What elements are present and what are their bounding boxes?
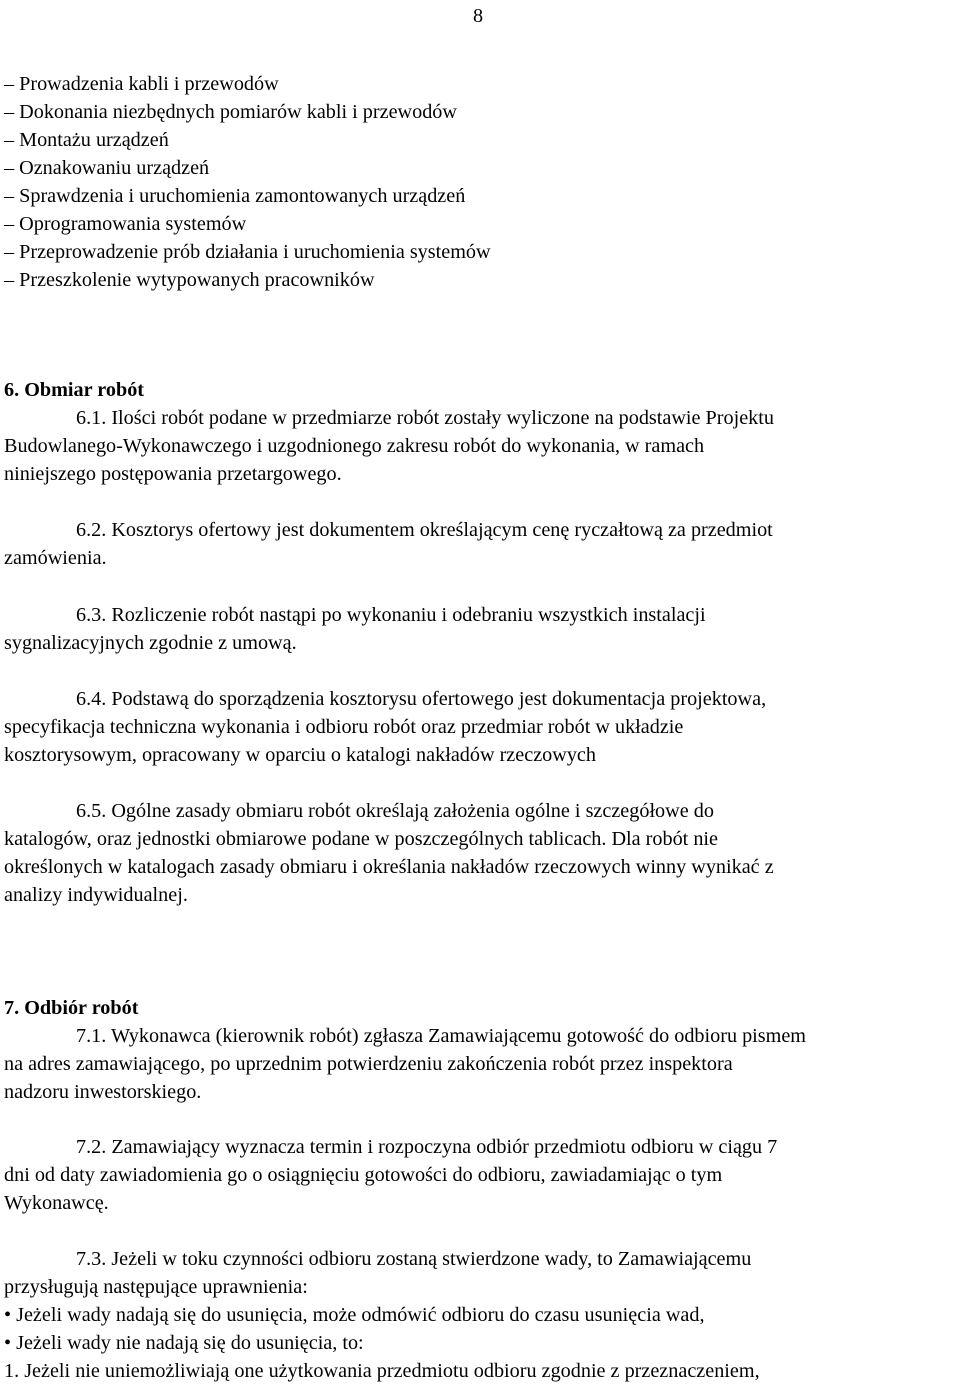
text-line: 6.2. Kosztorys ofertowy jest dokumentem określającym cenę ryczałtową za przedmiot	[76, 519, 773, 541]
text-line: zamówienia.	[4, 547, 107, 569]
bullet-list	[4, 1301, 958, 1357]
text-line: przysługują następujące uprawnienia:	[4, 1276, 308, 1298]
text-line: 6.4. Podstawą do sporządzenia kosztorysu ofertowego jest dokumentacja projektowa,	[76, 688, 767, 710]
numbered-list	[4, 1357, 958, 1385]
text-line: dni od daty zawiadomienia go o osiągnięciu gotowości do odbioru, zawiadamiając o tym	[4, 1164, 723, 1186]
paragraph-7-3	[4, 1245, 958, 1385]
list-item: – Przeprowadzenie prób działania i uruchomienia systemów	[4, 241, 491, 263]
text-line: Budowlanego-Wykonawczego i uzgodnionego zakresu robót do wykonania, w ramach	[4, 435, 705, 457]
page-number: 8	[473, 5, 484, 27]
text-line: kosztorysowym, opracowany w oparciu o katalogi nakładów rzeczowych	[4, 744, 596, 766]
list-item: – Przeszkolenie wytypowanych pracowników	[4, 269, 375, 291]
section-7-heading: 7. Odbiór robót	[4, 997, 139, 1019]
paragraph-6-3	[4, 601, 958, 657]
paragraph-7-2	[4, 1133, 958, 1217]
paragraph-7-1	[4, 1022, 958, 1106]
text-line: na adres zamawiającego, po uprzednim potwierdzeniu zakończenia robót przez inspektora	[4, 1053, 733, 1075]
paragraph-6-1	[4, 404, 958, 488]
text-line: 7.2. Zamawiający wyznacza termin i rozpoczyna odbiór przedmiotu odbioru w ciągu 7	[76, 1136, 778, 1158]
list-item: – Oznakowaniu urządzeń	[4, 157, 210, 179]
list-item: – Dokonania niezbędnych pomiarów kabli i przewodów	[4, 101, 457, 123]
list-item: – Prowadzenia kabli i przewodów	[4, 73, 279, 95]
list-item: – Oprogramowania systemów	[4, 213, 247, 235]
text-line: określonych w katalogach zasady obmiaru i określania nakładów rzeczowych winny wynikać z	[4, 856, 774, 878]
text-line: 6.3. Rozliczenie robót nastąpi po wykonaniu i odebraniu wszystkich instalacji	[76, 604, 706, 626]
text-line: 6.5. Ogólne zasady obmiaru robót określają założenia ogólne i szczegółowe do	[76, 800, 714, 822]
text-line: katalogów, oraz jednostki obmiarowe podane w poszczególnych tablicach. Dla robót nie	[4, 828, 718, 850]
section-6-heading: 6. Obmiar robót	[4, 379, 145, 401]
list-item: – Montażu urządzeń	[4, 129, 169, 151]
text-line: Wykonawcę.	[4, 1192, 109, 1214]
list-item: • Jeżeli wady nadają się do usunięcia, może odmówić odbioru do czasu usunięcia wad,	[4, 1304, 705, 1326]
text-line: sygnalizacyjnych zgodnie z umową.	[4, 632, 297, 654]
list-item: • Jeżeli wady nie nadają się do usunięcia, to:	[4, 1332, 364, 1354]
paragraph-6-2	[4, 516, 958, 572]
text-line: analizy indywidualnej.	[4, 884, 188, 906]
paragraph-6-4	[4, 685, 958, 769]
text-line: niniejszego postępowania przetargowego.	[4, 463, 342, 485]
list-item: – Sprawdzenia i uruchomienia zamontowanych urządzeń	[4, 185, 466, 207]
text-line: 7.1. Wykonawca (kierownik robót) zgłasza Zamawiającemu gotowość do odbioru pismem	[76, 1025, 807, 1047]
text-line: nadzoru inwestorskiego.	[4, 1081, 202, 1103]
list-item: 1. Jeżeli nie uniemożliwiają one użytkowania przedmiotu odbioru zgodnie z przeznaczeniem,	[4, 1360, 760, 1382]
text-line: specyfikacja techniczna wykonania i odbioru robót oraz przedmiar robót w układzie	[4, 716, 684, 738]
text-line: 6.1. Ilości robót podane w przedmiarze robót zostały wyliczone na podstawie Projektu	[76, 407, 774, 429]
dash-list	[4, 70, 491, 294]
text-line: 7.3. Jeżeli w toku czynności odbioru zostaną stwierdzone wady, to Zamawiającemu	[76, 1248, 752, 1270]
paragraph-6-5	[4, 797, 958, 909]
